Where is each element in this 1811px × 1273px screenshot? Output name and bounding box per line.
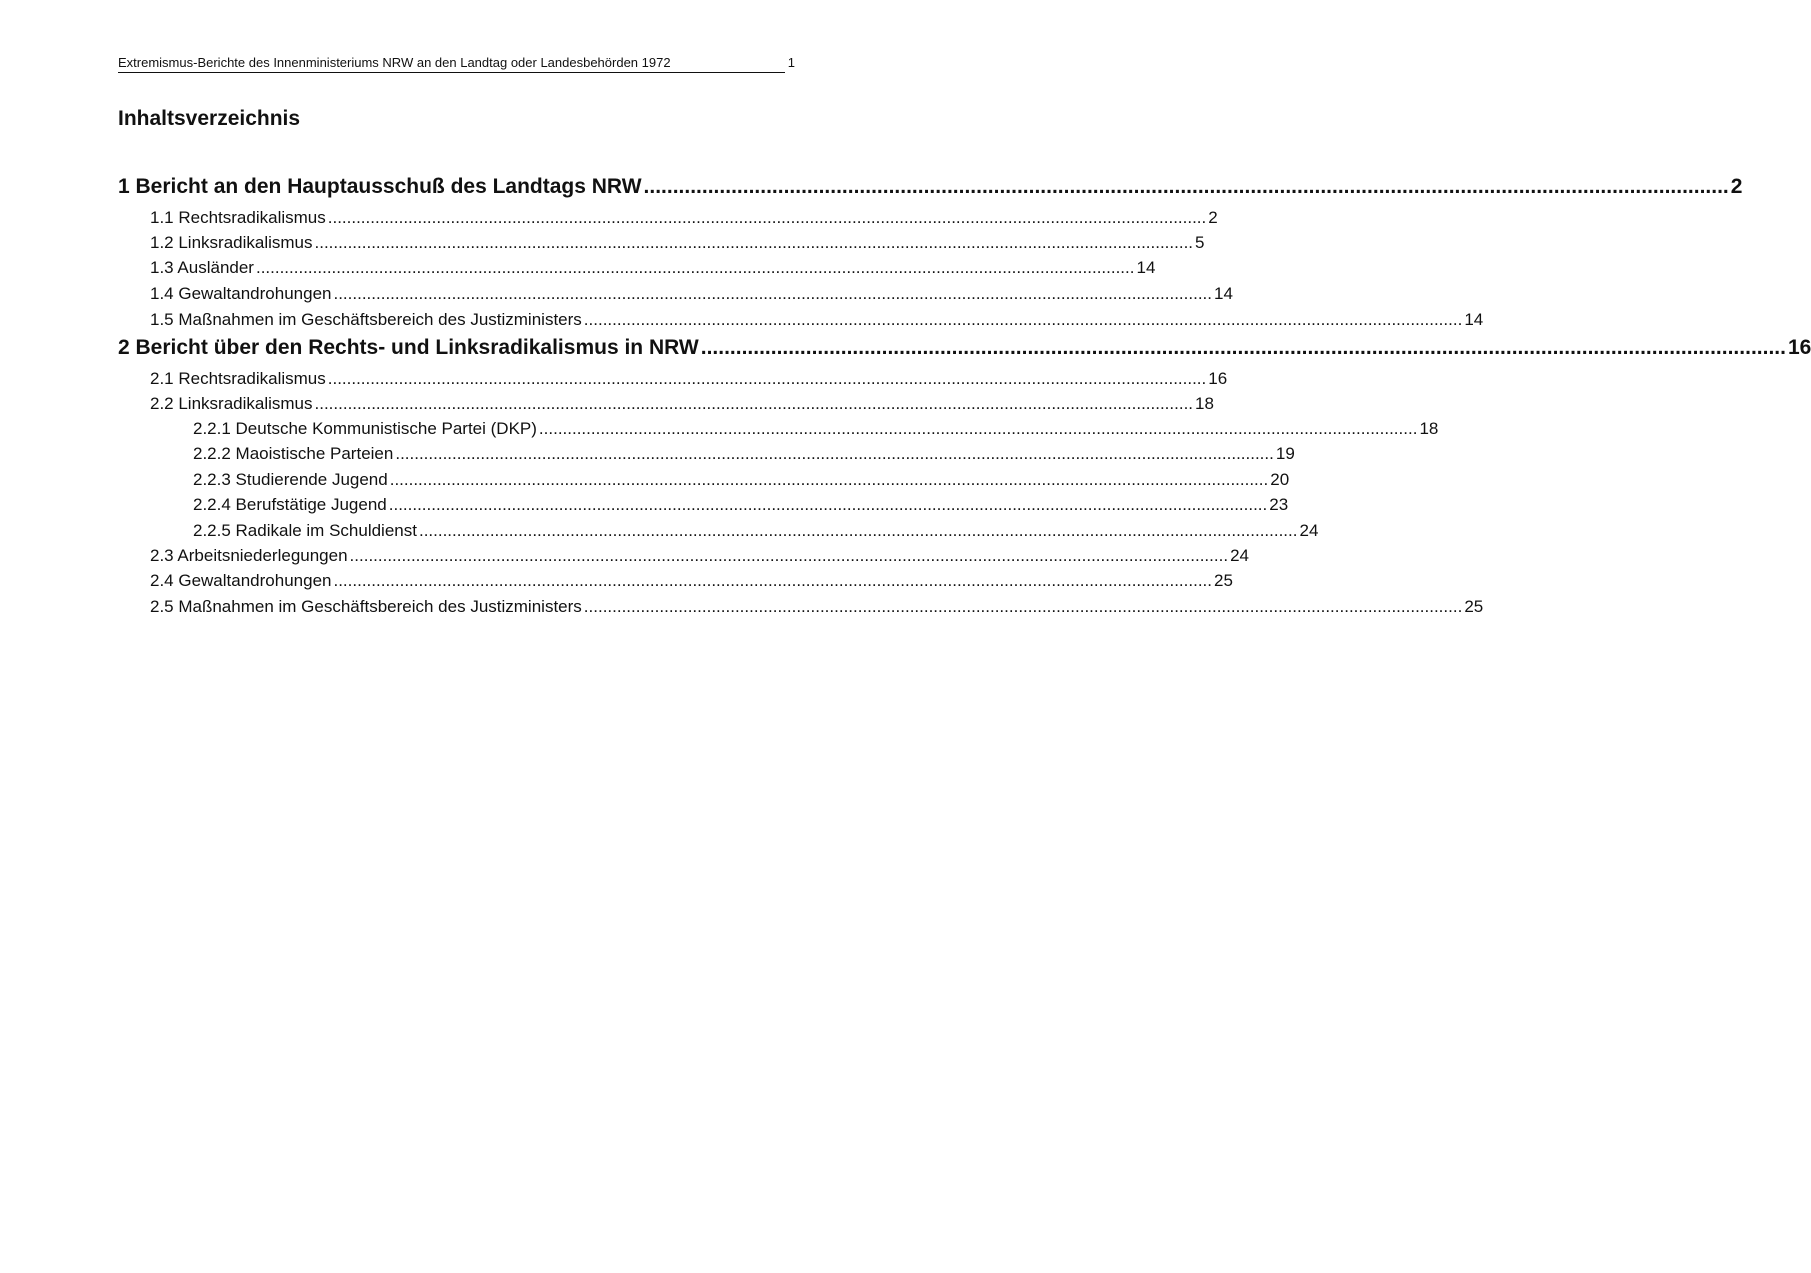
dot-leader: .......................................................................................................................................................................................... bbox=[389, 470, 1269, 489]
toc-entry-1-5[interactable] bbox=[150, 309, 1484, 330]
toc-entry-label: 1.4 Gewaltandrohungen bbox=[150, 284, 332, 303]
toc-entry-2-2-5[interactable] bbox=[193, 520, 1319, 541]
toc-entry-2-1[interactable] bbox=[150, 368, 1228, 389]
toc-entry-page: 18 bbox=[1419, 419, 1439, 438]
toc-entry-label: 2.2.2 Maoistische Parteien bbox=[193, 444, 394, 463]
toc-entry-page: 18 bbox=[1195, 394, 1214, 413]
dot-leader: .......................................................................................................................................................................................... bbox=[327, 208, 1207, 227]
running-header bbox=[118, 54, 795, 73]
dot-leader: .......................................................................................................................................................................................... bbox=[643, 175, 1729, 198]
toc-entry-label: 1.1 Rechtsradikalismus bbox=[150, 208, 326, 227]
dot-leader: .......................................................................................................................................................................................... bbox=[314, 394, 1194, 413]
dot-leader: .......................................................................................................................................................................................... bbox=[538, 419, 1418, 438]
toc-entry-2[interactable] bbox=[118, 335, 1811, 360]
dot-leader: .......................................................................................................................................................................................... bbox=[583, 310, 1463, 329]
toc-entry-2-3[interactable] bbox=[150, 545, 1249, 566]
toc-entry-label: 2.4 Gewaltandrohungen bbox=[150, 571, 332, 590]
toc-entry-label: 2.2.5 Radikale im Schuldienst bbox=[193, 521, 417, 540]
toc-entry-label: 2.2.4 Berufstätige Jugend bbox=[193, 495, 387, 514]
page-number: 1 bbox=[787, 55, 795, 70]
toc-entry-2-4[interactable] bbox=[150, 570, 1233, 591]
toc-entry-label: 1.3 Ausländer bbox=[150, 258, 254, 277]
dot-leader: .......................................................................................................................................................................................... bbox=[333, 571, 1212, 590]
toc-entry-page: 24 bbox=[1299, 521, 1319, 540]
header-title: Extremismus-Berichte des Innenministeriums NRW an den Landtag oder Landesbehörden 1972 bbox=[118, 55, 671, 70]
toc-entry-label: 2.2.3 Studierende Jugend bbox=[193, 470, 388, 489]
toc-entry-label: 2.2.1 Deutsche Kommunistische Partei (DKP) bbox=[193, 419, 537, 438]
toc-entry-page: 24 bbox=[1230, 546, 1249, 565]
toc-entry-2-2[interactable] bbox=[150, 393, 1214, 414]
toc-entry-label: 1 Bericht an den Hauptausschuß des Landtags NRW bbox=[118, 175, 642, 198]
toc-entry-page: 14 bbox=[1136, 258, 1156, 277]
toc-entry-2-2-1[interactable] bbox=[193, 418, 1439, 439]
toc-entry-page: 2 bbox=[1208, 208, 1218, 227]
toc-entry-label: 1.2 Linksradikalismus bbox=[150, 233, 313, 252]
dot-leader: .......................................................................................................................................................................................... bbox=[583, 597, 1463, 616]
toc-entry-page: 14 bbox=[1214, 284, 1233, 303]
dot-leader: .......................................................................................................................................................................................... bbox=[255, 258, 1135, 277]
toc-entry-label: 2.2 Linksradikalismus bbox=[150, 394, 313, 413]
toc-entry-page: 2 bbox=[1730, 175, 1743, 198]
toc-entry-page: 16 bbox=[1208, 369, 1228, 388]
dot-leader: .......................................................................................................................................................................................... bbox=[395, 444, 1274, 463]
dot-leader: .......................................................................................................................................................................................... bbox=[388, 495, 1268, 514]
toc-entry-1[interactable] bbox=[118, 174, 1743, 199]
dot-leader: .......................................................................................................................................................................................... bbox=[333, 284, 1212, 303]
dot-leader: .......................................................................................................................................................................................... bbox=[700, 336, 1786, 359]
toc-entry-page: 14 bbox=[1464, 310, 1484, 329]
dot-leader: .......................................................................................................................................................................................... bbox=[314, 233, 1194, 252]
toc-entry-label: 1.5 Maßnahmen im Geschäftsbereich des Justizministers bbox=[150, 310, 582, 329]
toc-entry-page: 20 bbox=[1270, 470, 1290, 489]
dot-leader: .......................................................................................................................................................................................... bbox=[327, 369, 1207, 388]
dot-leader: .......................................................................................................................................................................................... bbox=[349, 546, 1229, 565]
toc-entry-2-2-2[interactable] bbox=[193, 443, 1295, 464]
toc-entry-2-2-4[interactable] bbox=[193, 494, 1289, 515]
toc-entry-label: 2 Bericht über den Rechts- und Linksradikalismus in NRW bbox=[118, 336, 699, 359]
toc-entry-2-5[interactable] bbox=[150, 596, 1484, 617]
toc-entry-label: 2.1 Rechtsradikalismus bbox=[150, 369, 326, 388]
dot-leader: .......................................................................................................................................................................................... bbox=[418, 521, 1298, 540]
toc-entry-page: 5 bbox=[1195, 233, 1205, 252]
toc-entry-page: 25 bbox=[1214, 571, 1233, 590]
toc-entry-1-1[interactable] bbox=[150, 207, 1218, 228]
toc-title: Inhaltsverzeichnis bbox=[118, 107, 301, 130]
toc-entry-1-4[interactable] bbox=[150, 283, 1233, 304]
toc-entry-page: 19 bbox=[1275, 444, 1295, 463]
toc-entry-1-2[interactable] bbox=[150, 232, 1205, 253]
toc-entry-page: 16 bbox=[1787, 336, 1811, 359]
header-rule bbox=[118, 72, 785, 73]
toc-entry-label: 2.5 Maßnahmen im Geschäftsbereich des Justizministers bbox=[150, 597, 582, 616]
toc-entry-page: 23 bbox=[1269, 495, 1289, 514]
toc-entry-2-2-3[interactable] bbox=[193, 469, 1290, 490]
toc-entry-1-3[interactable] bbox=[150, 257, 1156, 278]
toc-entry-page: 25 bbox=[1464, 597, 1484, 616]
toc-entry-label: 2.3 Arbeitsniederlegungen bbox=[150, 546, 348, 565]
